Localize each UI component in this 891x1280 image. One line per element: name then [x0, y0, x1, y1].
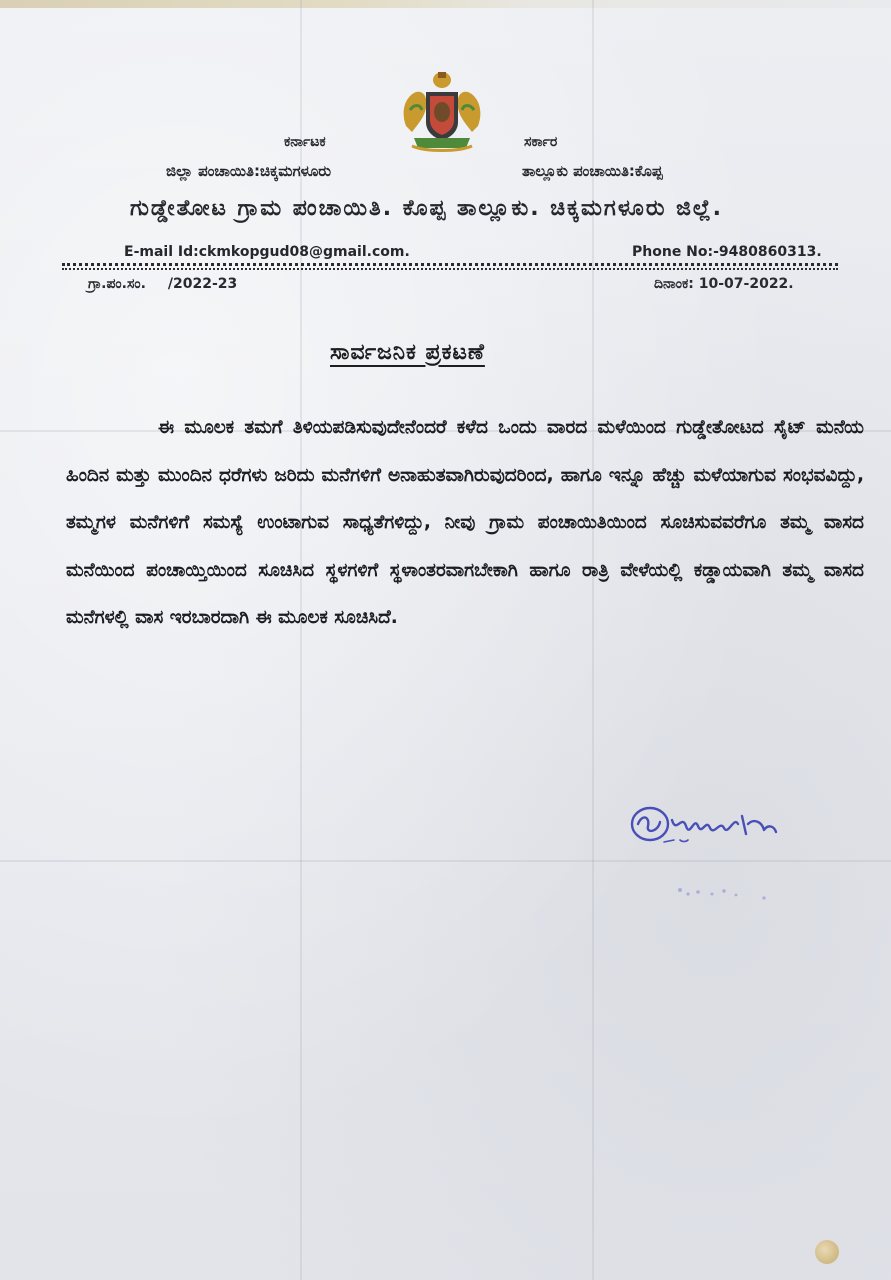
- paper-stain: [815, 1240, 839, 1264]
- tape-strip: [0, 0, 891, 8]
- header-divider: [62, 263, 838, 266]
- taluk-panchayat-label: ತಾಲ್ಲೂಕು ಪಂಚಾಯಿತಿ:ಕೊಪ್ಪ: [522, 162, 663, 180]
- reference-year: /2022-23: [167, 276, 238, 292]
- gram-panchayat-heading: ಗುಡ್ಡೇತೋಟ ಗ್ರಾಮ ಪಂಚಾಯಿತಿ. ಕೊಪ್ಪ ತಾಲ್ಲೂಕು. ಚಿಕ್ಕಮಗಳೂರು ಜಿಲ್ಲೆ.: [130, 196, 724, 221]
- zilla-panchayat-label: ಜಿಲ್ಲಾ ಪಂಚಾಯಿತಿ:ಚಿಕ್ಕಮಗಳೂರು: [166, 162, 332, 180]
- header-divider: [62, 268, 838, 270]
- reference-number-label: ಗ್ರಾ.ಪಂ.ಸಂ.: [88, 276, 146, 292]
- notice-title: ಸಾರ್ವಜನಿಕ ಪ್ರಕಟಣೆ: [330, 340, 485, 365]
- phone-number: Phone No:-9480860313.: [632, 244, 822, 260]
- header-state-right: ಸರ್ಕಾರ: [524, 134, 558, 150]
- header-state-left: ಕರ್ನಾಟಕ: [284, 134, 326, 150]
- email-address: E-mail Id:ckmkopgud08@gmail.com.: [124, 244, 410, 260]
- notice-body: ಈ ಮೂಲಕ ತಮಗೆ ತಿಳಿಯಪಡಿಸುವುದೇನೆಂದರೆ ಕಳೆದ ಒಂದು ವಾರದ ಮಳೆಯಿಂದ ಗುಡ್ಡೇತೋಟದ ಸೈಟ್ ಮನೆಯ ಹಿಂದಿನ ಮತ್ತು ಮುಂದಿನ ಧರೆಗಳು ಜರಿದು ಮನೆಗಳಿಗೆ ಅನಾಹುತವಾಗಿರುವುದರಿಂದ, ಹಾಗೂ ಇನ್ನೂ ಹೆಚ್ಚು ಮಳೆಯಾಗುವ ಸಂಭವವಿದ್ದು, ತಮ್ಮಗಳ ಮನೆಗಳಿಗೆ ಸಮಸ್ಯೆ ಉಂಟಾಗುವ ಸಾಧ್ಯತೆಗಳಿದ್ದು, ನೀವು ಗ್ರಾಮ ಪಂಚಾಯಿತಿಯಿಂದ ಸೂಚಿಸುವವರೆಗೂ ತಮ್ಮ ವಾಸದ ಮನೆಯಿಂದ ಪಂಚಾಯ್ತಿಯಿಂದ ಸೂಚಿಸಿದ ಸ್ಥಳಗಳಿಗೆ ಸ್ಥಳಾಂತರವಾಗಬೇಕಾಗಿ ಹಾಗೂ ರಾತ್ರಿ ವೇಳೆಯಲ್ಲಿ ಕಡ್ಡಾಯವಾಗಿ ತಮ್ಮ ವಾಸದ ಮನೆಗಳಲ್ಲಿ ವಾಸ ಇರಬಾರದಾಗಿ ಈ ಮೂಲಕ ಸೂಚಿಸಿದೆ.: [66, 417, 864, 628]
- signature-icon: [624, 794, 784, 914]
- reference-number: [88, 276, 237, 292]
- state-emblem-icon: [396, 66, 488, 158]
- notice-date: ದಿನಾಂಕ: 10-07-2022.: [654, 276, 794, 292]
